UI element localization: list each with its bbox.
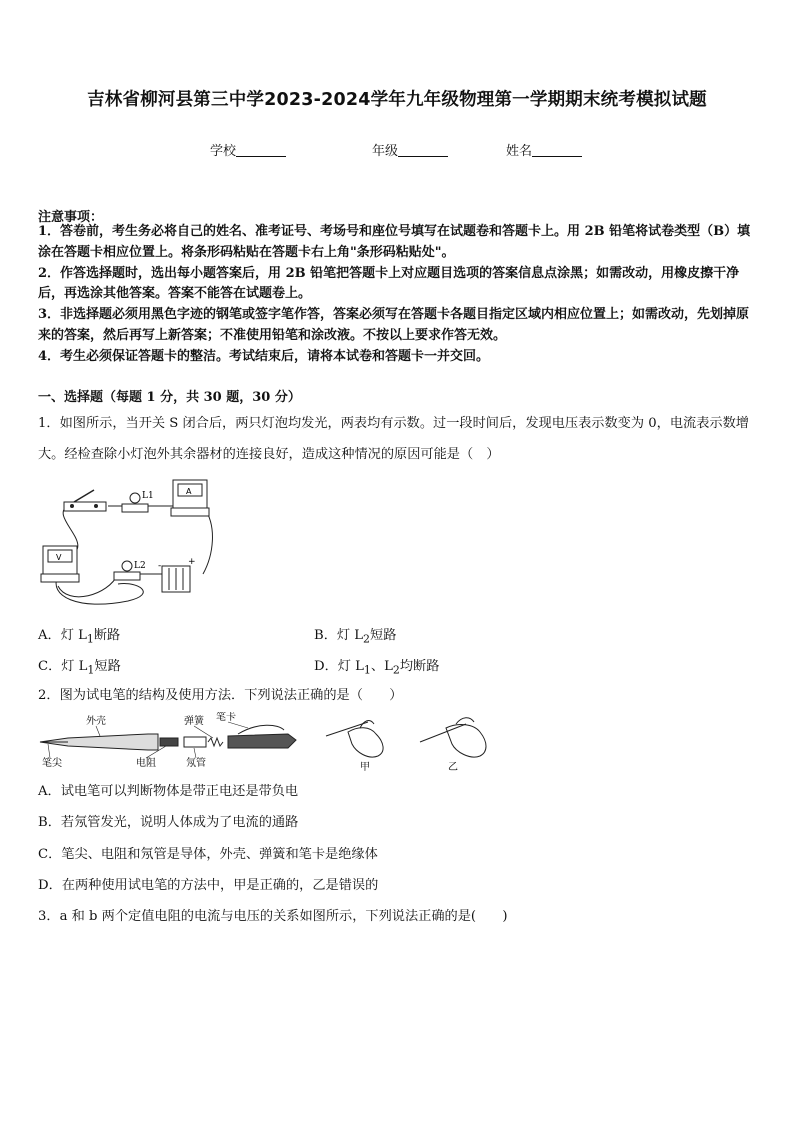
question-2-stem: 2．图为试电笔的结构及使用方法．下列说法正确的是（ ） xyxy=(38,688,403,703)
note-item: 4．考生必须保证答题卡的整洁。考试结束后，请将本试卷和答题卡一并交回。 xyxy=(38,348,490,364)
q1-option-d-text-end: 均断路 xyxy=(399,659,440,674)
label-resistor: 电阻 xyxy=(136,758,156,769)
name-field xyxy=(506,140,582,159)
notes-list xyxy=(38,222,760,368)
hand-jia xyxy=(326,721,383,758)
q1-option-c-text-end: 短路 xyxy=(94,659,121,674)
switch-lever xyxy=(74,490,94,502)
q2-option-c: C．笔尖、电阻和氖管是导体，外壳、弹簧和笔卡是绝缘体 xyxy=(38,847,378,862)
q1-option-a-text: A．灯 L xyxy=(38,628,87,643)
q1-option-c-text: C．灯 L xyxy=(38,659,88,674)
q2-option-a: A．试电笔可以判断物体是带正电还是带负电 xyxy=(38,784,299,799)
q1-option-b xyxy=(314,624,396,646)
page-title: 吉林省柳河县第三中学2023-2024学年九年级物理第一学期期末统考模拟试题 xyxy=(87,90,707,110)
name-blank xyxy=(532,144,582,157)
subscript: 2 xyxy=(363,632,371,646)
label-neon: 氖管 xyxy=(186,758,206,769)
grade-field xyxy=(372,140,448,159)
battery-plus: + xyxy=(188,557,196,567)
test-pen-figure xyxy=(38,712,498,774)
subscript: 1 xyxy=(86,632,94,646)
label-jia: 甲 xyxy=(360,762,370,773)
question-3-stem: 3．a 和 b 两个定值电阻的电流与电压的关系如图所示，下列说法正确的是( ) xyxy=(38,909,508,924)
voltmeter-label: V xyxy=(56,553,62,562)
notes-heading: 注意事项： xyxy=(38,210,104,225)
q1-option-c xyxy=(38,655,121,677)
pen-resistor xyxy=(160,738,178,746)
label-clip: 笔卡 xyxy=(216,712,236,723)
q1-option-a xyxy=(38,624,120,646)
school-label: 学校 xyxy=(210,144,237,159)
q2-option-d: D．在两种使用试电笔的方法中，甲是正确的，乙是错误的 xyxy=(38,878,379,893)
lamp-l1-base xyxy=(122,504,148,512)
question-1-stem: 1．如图所示，当开关 S 闭合后，两只灯泡均发光，两表均有示数。过一段时间后，发现电压表示数变为 0，电流表示数增大。经检查除小灯泡外其余器材的连接良好，造成这种情况的原因可能是（ ） xyxy=(38,416,749,462)
note-item: 3．非选择题必须用黑色字迹的钢笔或签字笔作答，答案必须写在答题卡各题目指定区域内相应位置上；如需改动，先划掉原来的答案，然后再写上新答案；不准使用铅笔和涂改液。不按以上要求作答无效。 xyxy=(38,307,750,343)
subscript: 1 xyxy=(87,663,95,677)
lamp-l2-base xyxy=(114,572,140,580)
lamp-l2-label: L2 xyxy=(134,561,146,571)
grade-label: 年级 xyxy=(372,144,399,159)
school-blank xyxy=(236,144,286,157)
circuit-figure xyxy=(38,476,218,610)
section-heading: 一、选择题（每题 1 分，共 30 题，30 分） xyxy=(38,390,301,405)
name-label: 姓名 xyxy=(506,144,533,159)
pen-neon-tube xyxy=(184,737,206,747)
ammeter-label: A xyxy=(186,487,192,496)
q1-option-d-text-mid: 、L xyxy=(370,659,393,674)
q1-option-d xyxy=(314,655,439,677)
q1-option-b-text-end: 短路 xyxy=(370,628,397,643)
subscript: 2 xyxy=(392,663,400,677)
label-tip: 笔尖 xyxy=(42,758,62,769)
label-spring: 弹簧 xyxy=(184,716,204,727)
pen-cap xyxy=(228,734,296,748)
label-shell: 外壳 xyxy=(86,716,106,727)
note-item: 1．答卷前，考生务必将自己的姓名、准考证号、考场号和座位号填写在试题卷和答题卡上。用 2B 铅笔将试卷类型（B）填涂在答题卡相应位置上。将条形码粘贴在答题卡右上角"条形码粘贴处"。 xyxy=(38,224,751,260)
lamp-l1-label: L1 xyxy=(142,491,154,501)
pen-spring xyxy=(208,738,223,746)
battery-minus: - xyxy=(158,561,162,571)
school-field xyxy=(210,140,286,159)
lamp-l1-bulb xyxy=(130,493,140,503)
note-item: 2．作答选择题时，选出每小题答案后，用 2B 铅笔把答题卡上对应题目选项的答案信息点涂黑；如需改动，用橡皮擦干净后，再选涂其他答案。答案不能答在试题卷上。 xyxy=(38,265,740,302)
q2-option-b: B．若氖管发光，说明人体成为了电流的通路 xyxy=(38,815,299,830)
grade-blank xyxy=(398,144,448,157)
label-yi: 乙 xyxy=(448,762,458,773)
pen-clip xyxy=(238,725,284,734)
subscript: 1 xyxy=(363,663,371,677)
q1-option-a-text-end: 断路 xyxy=(93,628,121,643)
q1-option-b-text: B．灯 L xyxy=(314,628,364,643)
q1-option-d-text: D．灯 L xyxy=(314,659,364,674)
hand-yi xyxy=(420,718,486,757)
lamp-l2-bulb xyxy=(122,561,132,571)
